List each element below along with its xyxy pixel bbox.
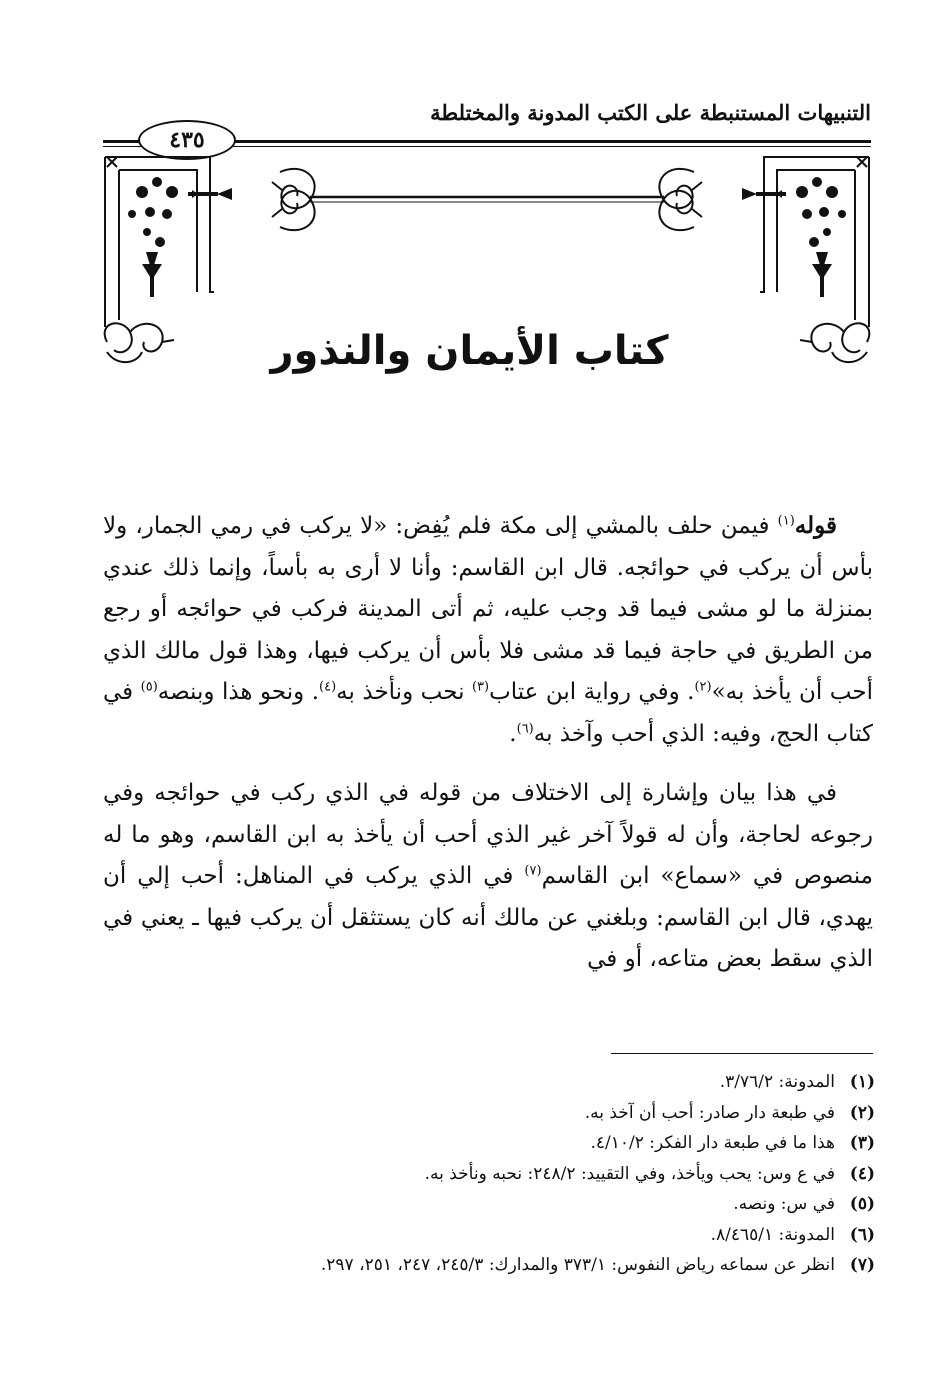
paragraph-text: .: [509, 720, 517, 747]
paragraph-text: في كتاب الحج، وفيه: الذي أحب وآخذ به: [103, 679, 873, 747]
footnote-item: [115, 1189, 875, 1220]
paragraph-text: في الذي يركب في المناهل: أحب إلي أن يهدي، قال ابن القاسم: وبلغني عن مالك أنه كان يستثقل أن يركب فيها ـ يعني في الذي سقط بعض متاعه، أو في: [103, 863, 873, 972]
footnotes-list: [115, 1067, 875, 1281]
paragraph-text: نحب ونأخذ به: [336, 679, 472, 705]
footnote-item: [115, 1250, 875, 1281]
footnote-ref: (٣): [471, 679, 490, 695]
footnote-item: [115, 1159, 875, 1190]
footnote-text: انظر عن سماعه رياض النفوس: ٣٧٣/١ والمدارك: ٢٤٥/٣، ٢٤٧، ٢٥١، ٢٩٧.: [320, 1255, 835, 1275]
footnote-ref: (١): [777, 513, 795, 529]
footnote-item: [115, 1098, 875, 1129]
page-number: ٤٣٥: [138, 120, 236, 160]
footnote-number: (١): [849, 1072, 875, 1092]
footnote-ref: (٢): [694, 679, 712, 695]
footnote-text: في س: ونصه.: [733, 1194, 835, 1214]
footnote-number: (٥): [849, 1194, 875, 1214]
paragraph-2: [103, 773, 873, 981]
footnote-ref: (٧): [524, 863, 542, 879]
chapter-title: كتاب الأيمان والنذور: [270, 328, 669, 374]
footnote-text: المدونة: ٨/٤٦٥/١.: [710, 1224, 835, 1245]
footnote-text: هذا ما في طبعة دار الفكر: ٤/١٠/٢.: [590, 1133, 835, 1153]
footnote-ref: (٦): [516, 720, 534, 736]
paragraph-text: . وفي رواية ابن عتاب: [489, 679, 695, 705]
paragraph-1: [103, 505, 873, 755]
footnote-number: (٤): [849, 1163, 875, 1184]
footnote-item: [115, 1220, 875, 1251]
running-header-title: التنبيهات المستنبطة على الكتب المدونة والمختلطة: [430, 100, 871, 125]
paragraph-text: في هذا بيان وإشارة إلى الاختلاف من قوله في الذي ركب في حوائجه وفي رجوعه لحاجة، وأن له قولاً آخر غير الذي أحب أن يأخذ به ابن القاسم، وهو ما له منصوص في «سماع» ابن القاسم: [103, 780, 873, 889]
footnote-ref: (٤): [319, 679, 337, 695]
paragraph-text: . ونحو هذا وبنصه: [157, 679, 320, 705]
footnote-item: [115, 1067, 875, 1098]
footnote-text: في ع وس: يحب ويأخذ، وفي التقييد: ٢٤٨/٢: نحبه ونأخذ به.: [424, 1163, 835, 1184]
footnote-number: (٦): [849, 1224, 875, 1245]
footnote-text: المدونة: ٣/٧٦/٢.: [719, 1072, 835, 1092]
footnote-text: في طبعة دار صادر: أحب أن آخذ به.: [584, 1102, 835, 1123]
lead-word: قوله: [794, 512, 837, 539]
paragraph-text: فيمن حلف بالمشي إلى مكة فلم يُفِض: «لا يركب في رمي الجمار، ولا بأس أن يركب في حوائجه. قال ابن القاسم: وأنا لا أرى به بأساً، وإنما ذلك عندي بمنزلة ما لو مشى فيما قد وجب عليه، ثم أتى المدينة فركب في حوائجه أو رجع من الطريق في حاجة فيما قد مشى فلا بأس أن يركب فيها، وهذا قول مالك الذي أحب أن يأخذ به»: [103, 513, 873, 705]
footnote-number: (٢): [849, 1102, 875, 1123]
footnote-separator: [611, 1053, 873, 1054]
footnote-ref: (٥): [140, 679, 158, 695]
footnote-number: (٣): [849, 1133, 875, 1153]
main-text: [103, 505, 873, 981]
footnote-number: (٧): [849, 1255, 875, 1275]
footnote-item: [115, 1128, 875, 1159]
